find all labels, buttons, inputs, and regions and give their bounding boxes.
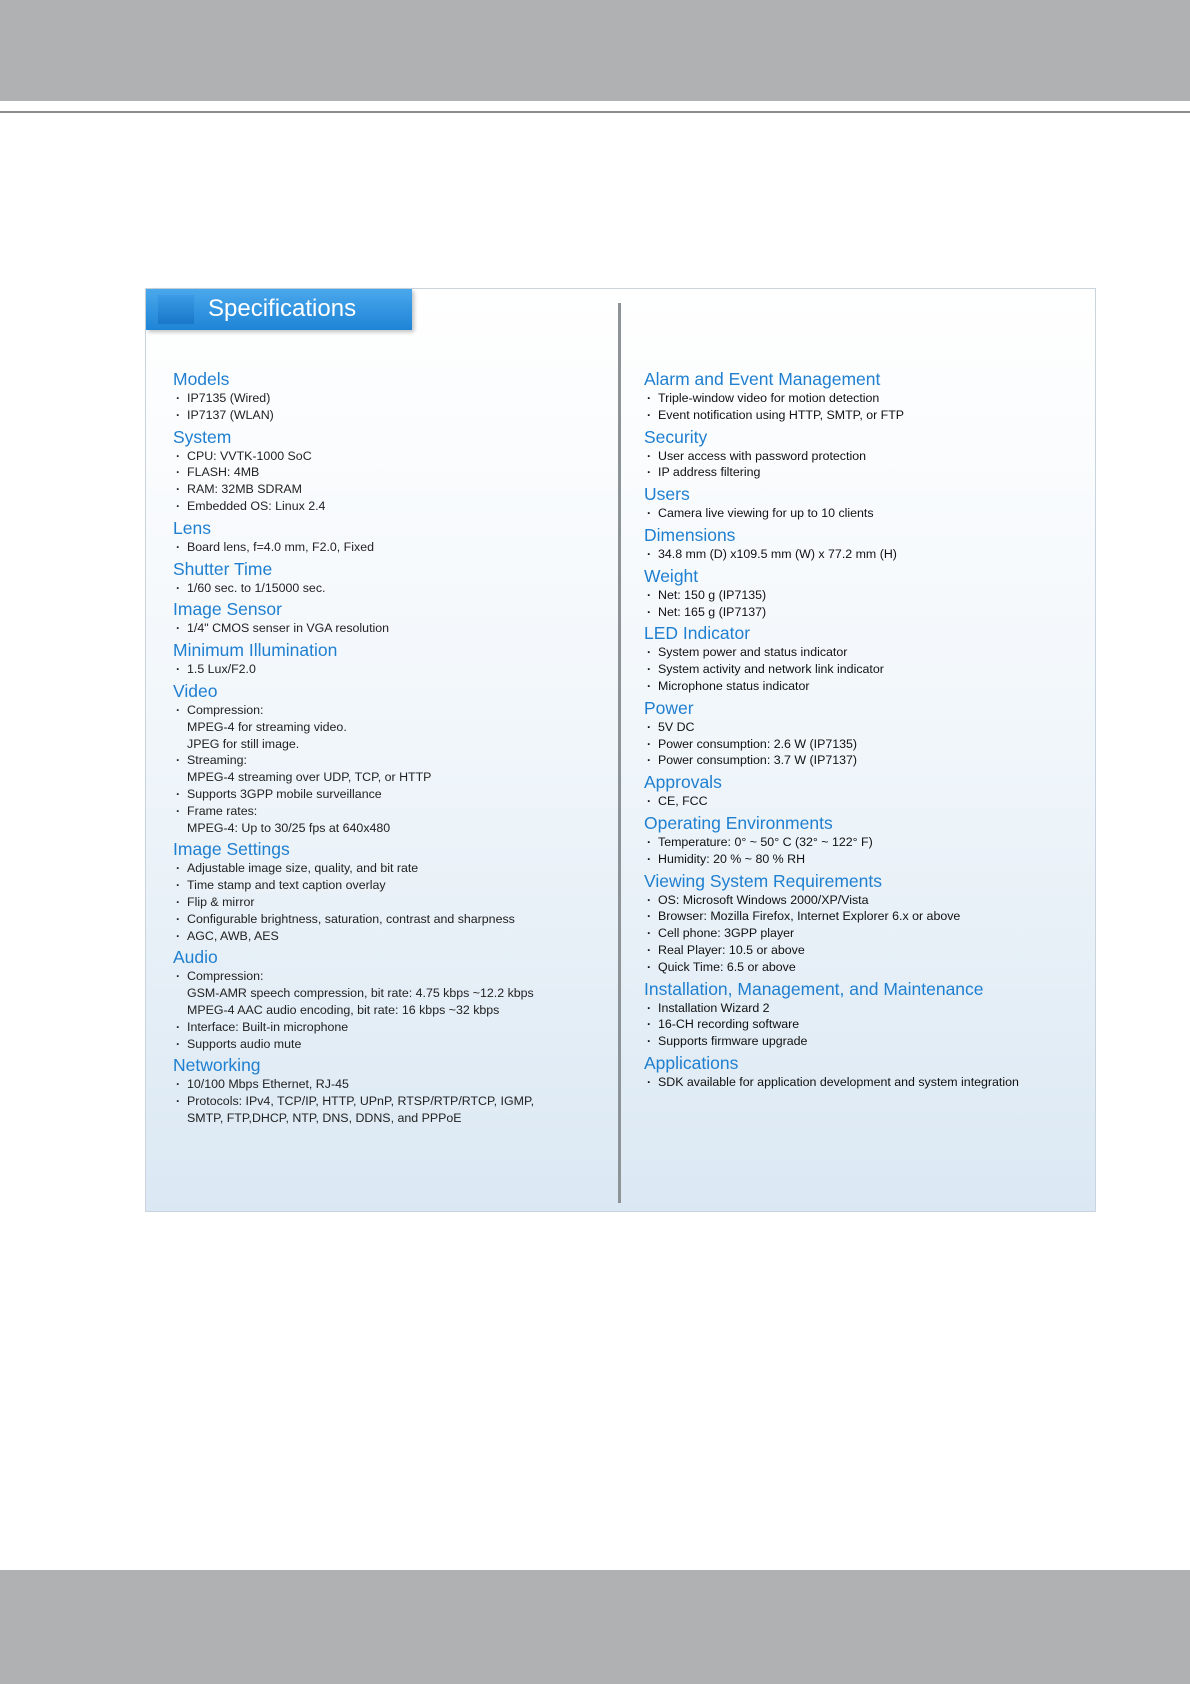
spec-section-lens	[173, 515, 593, 556]
spec-item	[173, 894, 593, 911]
spec-section-heading: Applications	[644, 1052, 739, 1073]
spec-item-text: Compression:	[187, 702, 264, 717]
spec-item	[173, 786, 593, 803]
spec-section-heading: Viewing System Requirements	[644, 870, 882, 891]
spec-item-text: Event notification using HTTP, SMTP, or FTP	[658, 407, 905, 422]
spec-item-subline: GSM-AMR speech compression, bit rate: 4.75 kbps ~12.2 kbps	[187, 986, 534, 1001]
spec-item-text: 5V DC	[658, 719, 695, 734]
spec-item	[644, 959, 1084, 976]
spec-item	[173, 390, 593, 407]
spec-section-heading: Image Sensor	[173, 599, 282, 620]
spec-item-text: Power consumption: 2.6 W (IP7135)	[658, 736, 858, 751]
spec-item-text: Net: 165 g (IP7137)	[658, 604, 767, 619]
spec-section-heading: Minimum Illumination	[173, 640, 338, 661]
spec-section-weight	[644, 563, 1084, 621]
spec-section-heading: Alarm and Event Management	[644, 369, 881, 389]
spec-item	[173, 702, 593, 752]
spec-list	[644, 1074, 1084, 1091]
spec-item	[644, 546, 1084, 563]
spec-item	[644, 678, 1084, 695]
spec-item-text: FLASH: 4MB	[187, 465, 260, 480]
spec-item-subline: JPEG for still image.	[187, 736, 300, 751]
spec-item-text: Compression:	[187, 969, 264, 984]
spec-item	[173, 539, 593, 556]
spec-item	[173, 448, 593, 465]
spec-section-led-indicator	[644, 620, 1084, 694]
spec-list	[644, 834, 1084, 868]
spec-item-text: AGC, AWB, AES	[187, 928, 279, 943]
spec-list	[173, 1076, 593, 1126]
spec-section-minimum-illumination	[173, 637, 593, 678]
page-header-band	[0, 0, 1190, 101]
spec-item	[173, 911, 593, 928]
spec-item-text: 1/60 sec. to 1/15000 sec.	[187, 580, 326, 595]
column-divider	[618, 303, 621, 1203]
spec-list	[173, 539, 593, 556]
spec-item	[644, 1016, 1084, 1033]
spec-section-heading: Shutter Time	[173, 558, 273, 579]
spec-item	[173, 464, 593, 481]
spec-section-heading: Operating Environments	[644, 812, 833, 833]
spec-item-text: System power and status indicator	[658, 645, 848, 660]
spec-list	[644, 505, 1084, 522]
spec-item	[173, 968, 593, 1018]
spec-item	[644, 736, 1084, 753]
spec-item	[173, 877, 593, 894]
spec-section-heading: Networking	[173, 1055, 261, 1076]
spec-section-video	[173, 678, 593, 836]
specifications-panel	[145, 288, 1096, 1212]
spec-item-text: Streaming:	[187, 753, 247, 768]
spec-section-heading: Models	[173, 369, 230, 389]
spec-section-heading: System	[173, 426, 232, 447]
spec-item	[644, 1033, 1084, 1050]
spec-item-text: 1/4" CMOS senser in VGA resolution	[187, 621, 390, 636]
spec-item-text: IP address filtering	[658, 465, 761, 480]
spec-section-heading: Dimensions	[644, 524, 736, 545]
spec-list	[644, 587, 1084, 621]
spec-item-text: IP7135 (Wired)	[187, 391, 271, 405]
spec-item	[173, 1076, 593, 1093]
spec-item-text: Net: 150 g (IP7135)	[658, 587, 767, 602]
spec-item	[644, 834, 1084, 851]
spec-item-text: Microphone status indicator	[658, 678, 810, 693]
spec-section-image-settings	[173, 836, 593, 944]
header-rule	[0, 111, 1190, 113]
spec-section-heading: Security	[644, 426, 708, 447]
spec-list	[644, 793, 1084, 810]
specifications-tab	[146, 289, 412, 330]
spec-item	[173, 1093, 593, 1127]
spec-item	[644, 719, 1084, 736]
spec-section-security	[644, 424, 1084, 482]
spec-item-text: Installation Wizard 2	[658, 1000, 770, 1015]
spec-item	[173, 1019, 593, 1036]
spec-item	[644, 1000, 1084, 1017]
spec-item	[644, 793, 1084, 810]
spec-section-heading: Audio	[173, 947, 218, 968]
spec-item-text: Board lens, f=4.0 mm, F2.0, Fixed	[187, 539, 374, 554]
spec-item-text: Supports 3GPP mobile surveillance	[187, 786, 382, 801]
spec-item-text: Frame rates:	[187, 803, 258, 818]
right-spec-column	[644, 366, 1084, 1091]
spec-item-subline: MPEG-4 for streaming video.	[187, 719, 347, 734]
spec-item-text: System activity and network link indicator	[658, 662, 884, 677]
spec-list	[173, 620, 593, 637]
spec-section-networking	[173, 1052, 593, 1126]
spec-item	[173, 498, 593, 515]
spec-item-text: Quick Time: 6.5 or above	[658, 959, 796, 974]
spec-item-text: Humidity: 20 % ~ 80 % RH	[658, 851, 806, 866]
spec-item-text: Configurable brightness, saturation, contrast and sharpness	[187, 911, 515, 926]
spec-item	[644, 892, 1084, 909]
spec-item-text: Browser: Mozilla Firefox, Internet Explorer 6.x or above	[658, 909, 961, 924]
spec-section-installation-management-and-maintenance	[644, 976, 1084, 1050]
spec-item-text: Time stamp and text caption overlay	[187, 878, 386, 893]
spec-item-text: 34.8 mm (D) x109.5 mm (W) x 77.2 mm (H)	[658, 546, 897, 561]
tab-swatch	[158, 295, 194, 324]
spec-section-applications	[644, 1050, 1084, 1091]
spec-item	[644, 942, 1084, 959]
spec-item-text: CE, FCC	[658, 794, 708, 809]
spec-item	[644, 604, 1084, 621]
spec-section-power	[644, 695, 1084, 769]
spec-item	[173, 661, 593, 678]
spec-section-heading: Installation, Management, and Maintenance	[644, 978, 984, 999]
spec-list	[644, 546, 1084, 563]
spec-section-system	[173, 424, 593, 515]
spec-item	[644, 661, 1084, 678]
spec-section-dimensions	[644, 522, 1084, 563]
spec-item	[644, 925, 1084, 942]
spec-list	[644, 719, 1084, 769]
spec-list	[173, 860, 593, 944]
spec-section-shutter-time	[173, 556, 593, 597]
spec-list	[173, 390, 593, 424]
spec-item	[644, 407, 1084, 424]
spec-section-heading: Image Settings	[173, 839, 290, 860]
spec-item-text: Real Player: 10.5 or above	[658, 942, 805, 957]
spec-item-text: 1.5 Lux/F2.0	[187, 662, 256, 677]
spec-item	[644, 752, 1084, 769]
spec-item-text: Flip & mirror	[187, 894, 255, 909]
spec-item-subline: MPEG-4 streaming over UDP, TCP, or HTTP	[187, 770, 432, 785]
spec-item-text: Power consumption: 3.7 W (IP7137)	[658, 753, 858, 768]
spec-list	[173, 661, 593, 678]
spec-item-text: Supports audio mute	[187, 1036, 302, 1051]
spec-section-heading: Video	[173, 680, 218, 701]
spec-item	[644, 1074, 1084, 1091]
spec-section-users	[644, 481, 1084, 522]
spec-section-heading: Power	[644, 697, 694, 718]
spec-section-heading: Weight	[644, 565, 699, 586]
spec-item-text: Interface: Built-in microphone	[187, 1019, 349, 1034]
spec-item-text: Supports firmware upgrade	[658, 1034, 808, 1049]
spec-item	[173, 1036, 593, 1053]
spec-section-heading: LED Indicator	[644, 623, 751, 644]
spec-list	[644, 644, 1084, 694]
spec-item-text: OS: Microsoft Windows 2000/XP/Vista	[658, 892, 869, 907]
spec-item-text: Protocols: IPv4, TCP/IP, HTTP, UPnP, RTSP/RTP/RTCP, IGMP,	[187, 1094, 535, 1109]
spec-item	[644, 851, 1084, 868]
spec-section-approvals	[644, 769, 1084, 810]
spec-item-text: RAM: 32MB SDRAM	[187, 482, 302, 497]
spec-item-text: Embedded OS: Linux 2.4	[187, 498, 326, 513]
spec-section-heading: Lens	[173, 517, 211, 538]
spec-item-text: User access with password protection	[658, 448, 866, 463]
spec-item	[644, 908, 1084, 925]
spec-item	[173, 407, 593, 424]
spec-section-audio	[173, 944, 593, 1052]
spec-section-operating-environments	[644, 810, 1084, 868]
spec-item	[173, 481, 593, 498]
spec-item-subline: MPEG-4: Up to 30/25 fps at 640x480	[187, 820, 391, 835]
spec-list	[644, 892, 1084, 976]
spec-section-heading: Approvals	[644, 772, 722, 793]
spec-item-text: SDK available for application development and system integration	[658, 1074, 1019, 1089]
spec-item-text: 16-CH recording software	[658, 1017, 800, 1032]
spec-item	[173, 860, 593, 877]
spec-section-image-sensor	[173, 596, 593, 637]
spec-list	[644, 448, 1084, 482]
spec-item-text: 10/100 Mbps Ethernet, RJ-45	[187, 1077, 349, 1092]
spec-list	[173, 702, 593, 836]
spec-item-subline: SMTP, FTP,DHCP, NTP, DNS, DDNS, and PPPoE	[187, 1110, 462, 1125]
spec-item	[644, 464, 1084, 481]
spec-item	[173, 803, 593, 837]
spec-item	[644, 644, 1084, 661]
spec-item	[644, 448, 1084, 465]
spec-item-text: Temperature: 0° ~ 50° C (32° ~ 122° F)	[658, 834, 873, 849]
spec-item	[173, 580, 593, 597]
spec-item-text: Triple-window video for motion detection	[658, 391, 880, 405]
spec-item-text: Camera live viewing for up to 10 clients	[658, 506, 874, 521]
spec-item	[644, 390, 1084, 407]
page-footer-band	[0, 1570, 1190, 1684]
spec-item-text: CPU: VVTK-1000 SoC	[187, 448, 312, 463]
spec-section-viewing-system-requirements	[644, 868, 1084, 976]
spec-list	[173, 580, 593, 597]
spec-section-models	[173, 366, 593, 424]
spec-section-heading: Users	[644, 484, 690, 505]
spec-list	[644, 390, 1084, 424]
spec-item	[173, 620, 593, 637]
spec-item	[644, 505, 1084, 522]
spec-list	[173, 968, 593, 1052]
specifications-title: Specifications	[208, 295, 357, 322]
spec-item	[173, 928, 593, 945]
spec-list	[644, 1000, 1084, 1050]
spec-item	[644, 587, 1084, 604]
spec-item-subline: MPEG-4 AAC audio encoding, bit rate: 16 kbps ~32 kbps	[187, 1002, 500, 1017]
spec-item-text: Cell phone: 3GPP player	[658, 926, 795, 941]
spec-section-alarm-and-event-management	[644, 366, 1084, 424]
spec-item-text: IP7137 (WLAN)	[187, 407, 274, 422]
spec-list	[173, 448, 593, 515]
left-spec-column	[173, 366, 593, 1127]
spec-item	[173, 752, 593, 786]
spec-item-text: Adjustable image size, quality, and bit rate	[187, 861, 419, 876]
